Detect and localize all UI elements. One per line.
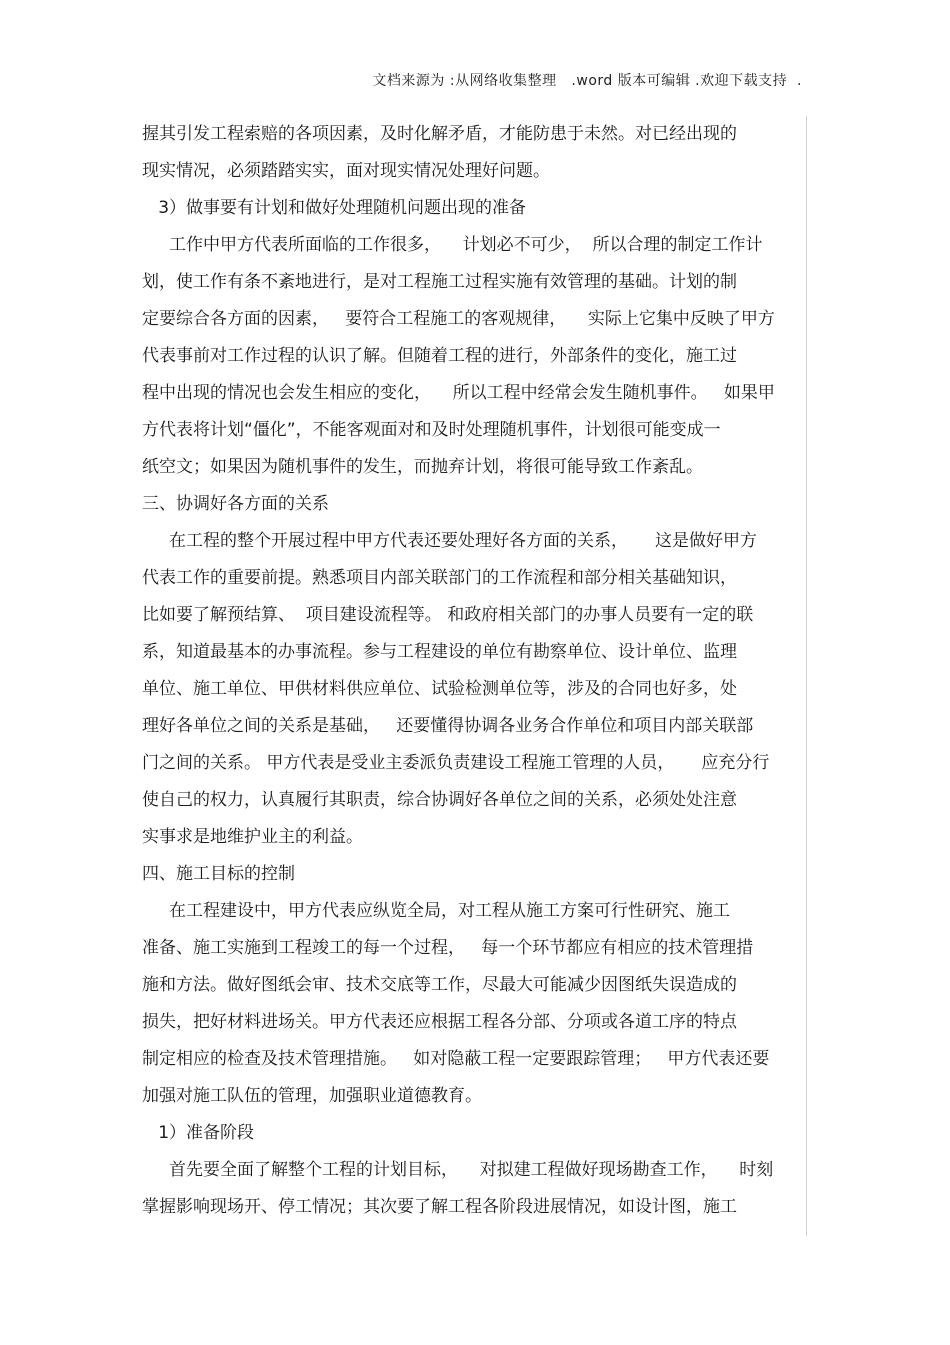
text-line: 在工程建设中，甲方代表应纵览全局，对工程从施工方案可行性研究、施工	[142, 901, 731, 921]
text-line: 定要综合各方面的因素， 要符合工程施工的客观规律， 实际上它集中反映了甲方	[142, 309, 775, 329]
margin-rule	[806, 116, 807, 1236]
text-line: 施和方法。做好图纸会审、技术交底等工作，尽最大可能减少因图纸失误造成的	[142, 975, 737, 995]
text-line: 工作中甲方代表所面临的工作很多， 计划必不可少， 所以合理的制定工作计	[142, 235, 763, 255]
subsection-heading: 3）做事要有计划和做好处理随机问题出现的准备	[142, 198, 527, 218]
text-line: 代表工作的重要前提。熟悉项目内部关联部门的工作流程和部分相关基础知识，	[142, 568, 737, 588]
text-line: 理好各单位之间的关系是基础， 还要懂得协调各业务合作单位和项目内部关联部	[142, 716, 754, 736]
text-line: 首先要全面了解整个工程的计划目标， 对拟建工程做好现场勘查工作， 时刻	[142, 1160, 774, 1180]
text-line: 程中出现的情况也会发生相应的变化， 所以工程中经常会发生随机事件。 如果甲	[142, 383, 775, 403]
text-line: 加强对施工队伍的管理，加强职业道德教育。	[142, 1086, 482, 1106]
text-line: 在工程的整个开展过程中甲方代表还要处理好各方面的关系， 这是做好甲方	[142, 531, 758, 551]
section-heading: 四、施工目标的控制	[142, 864, 295, 884]
text-line: 划，使工作有条不紊地进行，是对工程施工过程实施有效管理的基础。计划的制	[142, 272, 737, 292]
subsection-heading: 1）准备阶段	[142, 1123, 255, 1143]
text-line: 纸空文；如果因为随机事件的发生，而抛弃计划，将很可能导致工作紊乱。	[142, 457, 703, 477]
text-line: 系，知道最基本的办事流程。参与工程建设的单位有勘察单位、设计单位、监理	[142, 642, 737, 662]
text-line: 准备、施工实施到工程竣工的每一个过程， 每一个环节都应有相应的技术管理措	[142, 938, 754, 958]
page-header: 文档来源为 :从网络收集整理 .word 版本可编辑 .欢迎下载支持 .	[372, 73, 802, 89]
text-line: 握其引发工程索赔的各项因素，及时化解矛盾，才能防患于未然。对已经出现的	[142, 124, 737, 144]
text-line: 制定相应的检查及技术管理措施。 如对隐蔽工程一定要跟踪管理； 甲方代表还要	[142, 1049, 770, 1069]
text-line: 方代表将计划“僵化”，不能客观面对和及时处理随机事件，计划很可能变成一	[142, 420, 721, 440]
text-line: 实事求是地维护业主的利益。	[142, 827, 363, 847]
section-heading: 三、协调好各方面的关系	[142, 494, 329, 514]
text-line: 损失，把好材料进场关。甲方代表还应根据工程各分部、分项或各道工序的特点	[142, 1012, 737, 1032]
document-body	[142, 116, 806, 1226]
text-line: 单位、施工单位、甲供材料供应单位、试验检测单位等，涉及的合同也好多，处	[142, 679, 737, 699]
text-line: 使自己的权力，认真履行其职责，综合协调好各单位之间的关系，必须处处注意	[142, 790, 737, 810]
text-line: 现实情况，必须踏踏实实，面对现实情况处理好问题。	[142, 161, 550, 181]
text-line: 门之间的关系。 甲方代表是受业主委派负责建设工程施工管理的人员， 应充分行	[142, 753, 770, 773]
text-line: 代表事前对工作过程的认识了解。但随着工程的进行，外部条件的变化，施工过	[142, 346, 737, 366]
text-line: 掌握影响现场开、停工情况；其次要了解工程各阶段进展情况，如设计图，施工	[142, 1197, 737, 1217]
text-line: 比如要了解预结算、 项目建设流程等。 和政府相关部门的办事人员要有一定的联	[142, 605, 754, 625]
